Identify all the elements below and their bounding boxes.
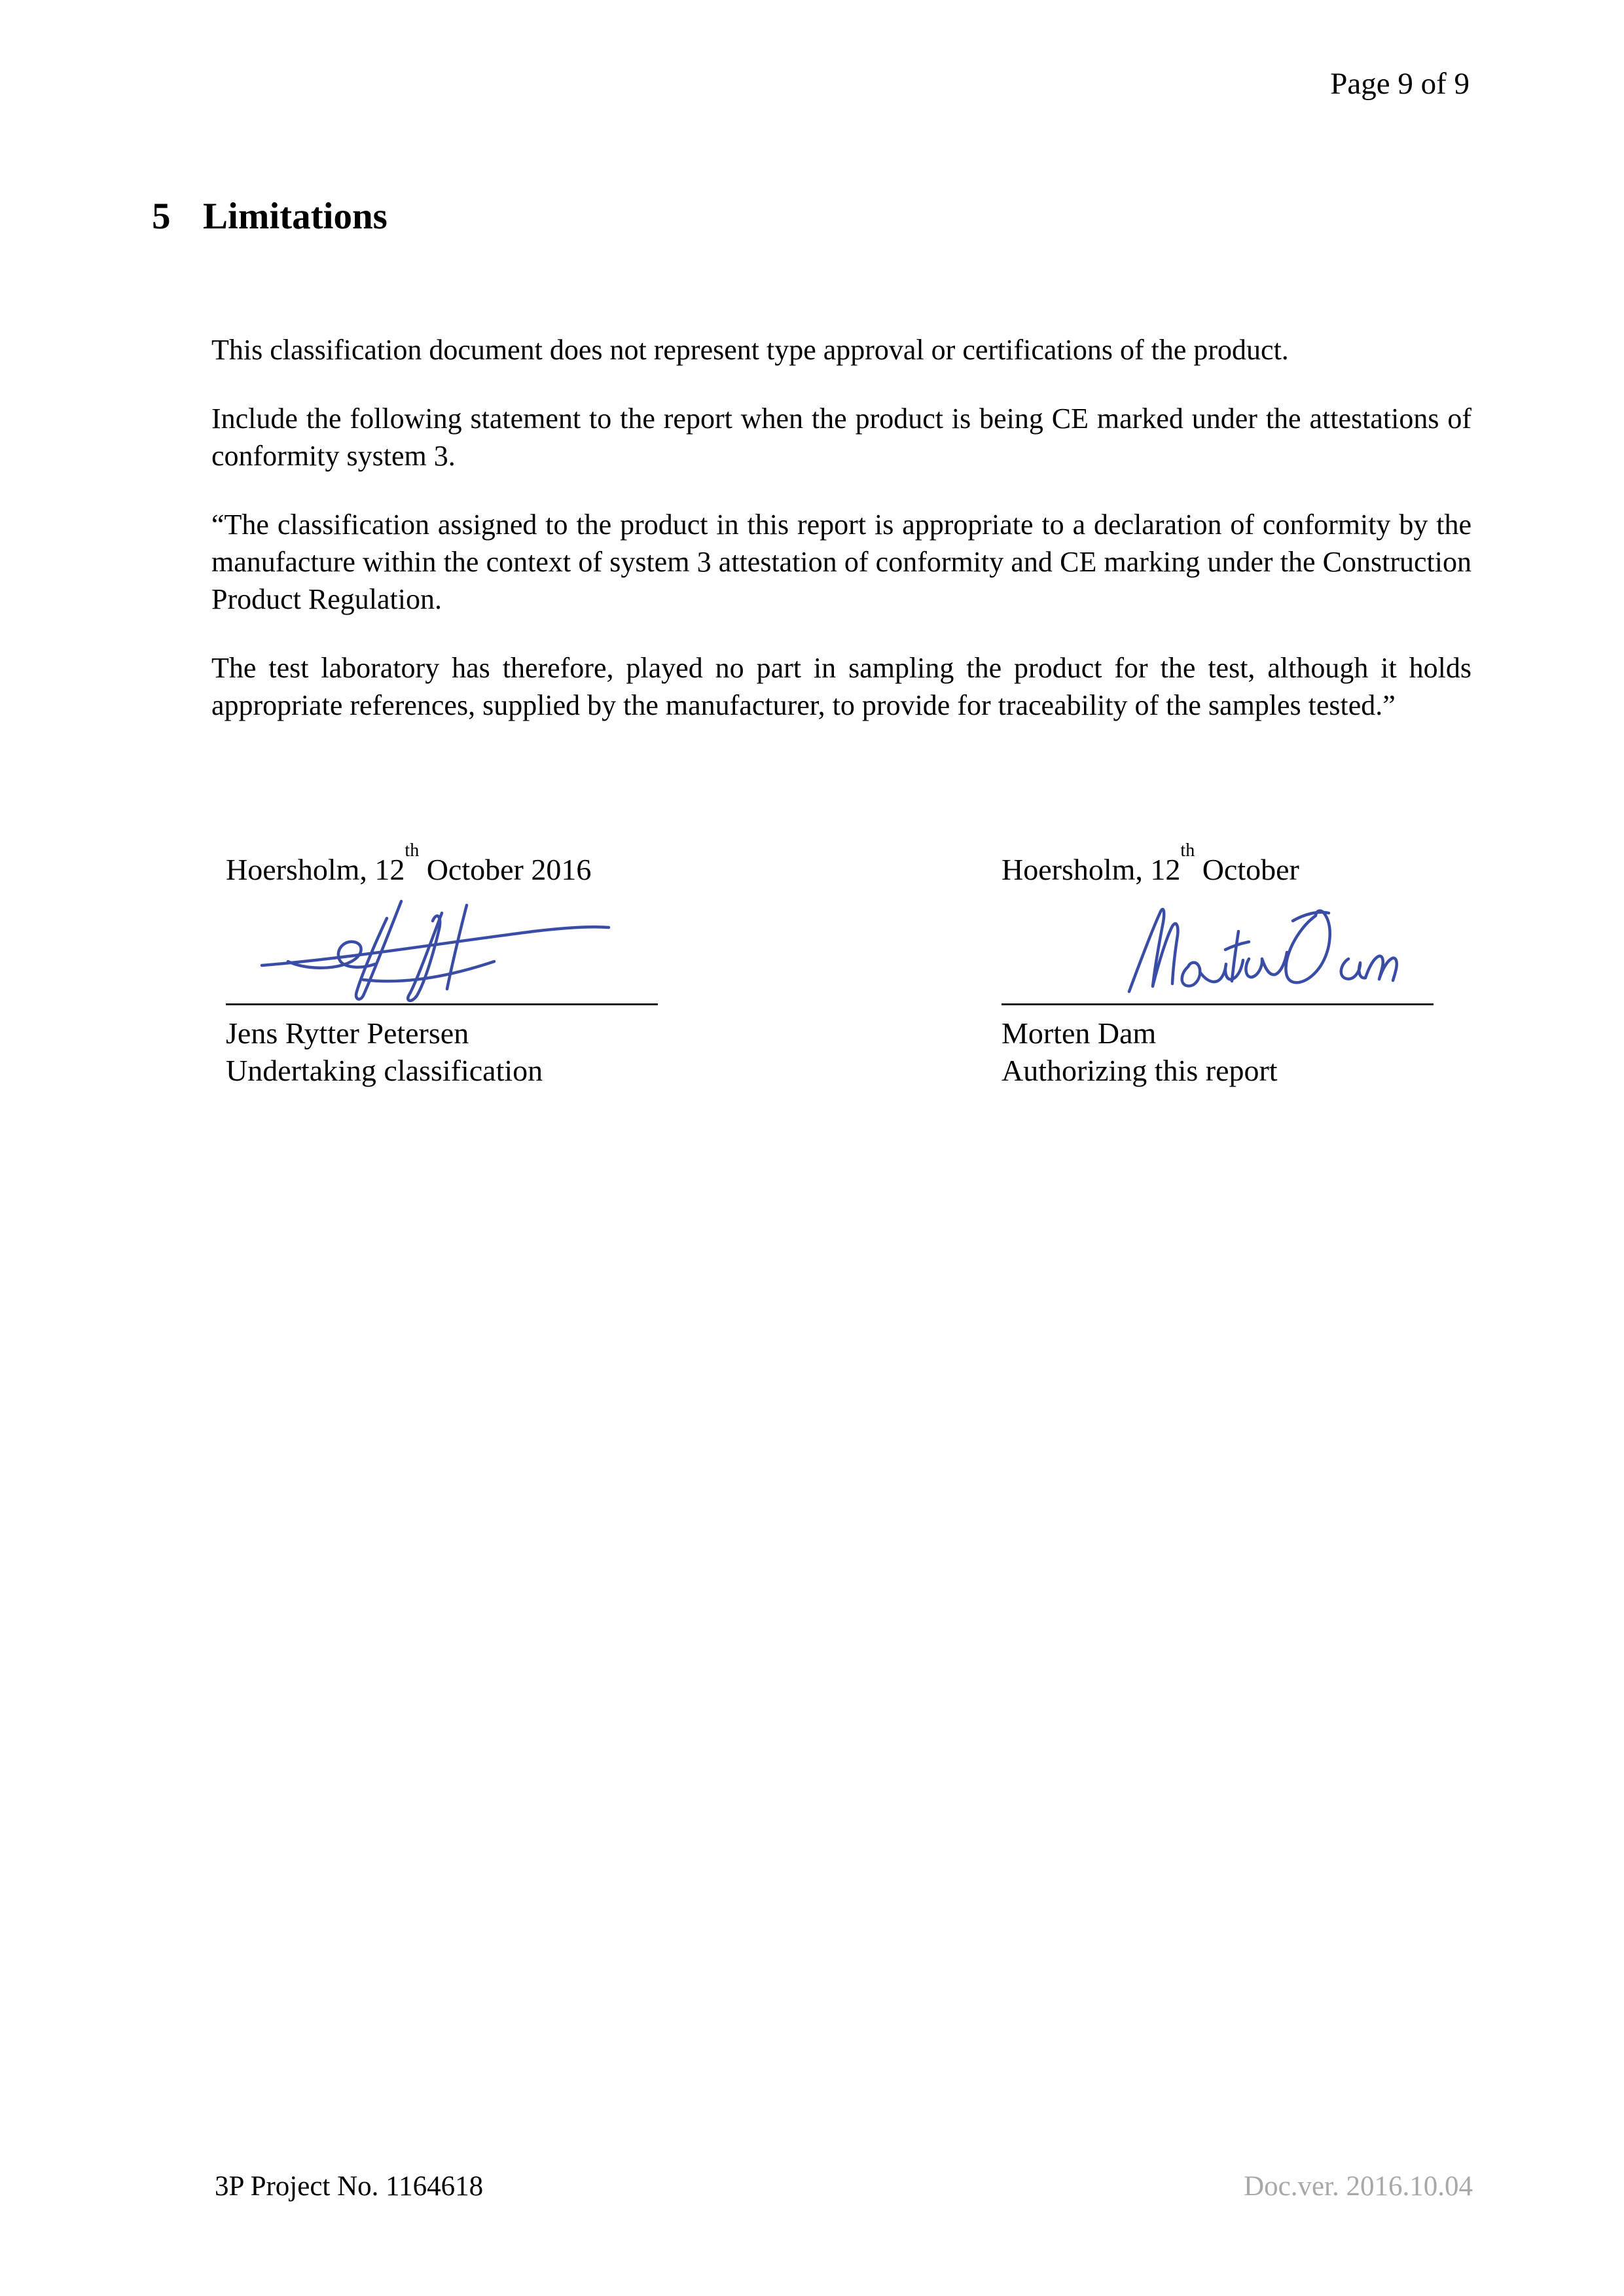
signature-line-left <box>226 888 658 1005</box>
signature-line-right <box>1001 888 1434 1005</box>
signatory-role: Undertaking classification <box>226 1054 543 1087</box>
page-number: Page 9 of 9 <box>1330 67 1470 101</box>
paragraph: The test laboratory has therefore, played no part in sampling the product for the test, although it holds appropriate references, supplied by the manufacturer, to provide for traceability of the samples tested.” <box>211 651 1471 721</box>
section-title: Limitations <box>203 196 388 237</box>
body-text <box>211 331 1471 724</box>
date-ordinal-right: th <box>1180 840 1195 861</box>
signature-block-right <box>1001 840 1434 1089</box>
footer-project-number: 3P Project No. 1164618 <box>215 2171 484 2202</box>
handwritten-signature-icon <box>226 888 658 1003</box>
signatory-name: Morten Dam <box>1001 1016 1157 1050</box>
section-heading <box>0 0 1624 238</box>
signature-month-right: October <box>1195 853 1299 886</box>
date-ordinal-left: th <box>405 840 420 861</box>
signature-place-right: Hoersholm, 12 <box>1001 853 1181 886</box>
paragraph: “The classification assigned to the product in this report is appropriate to a declaration of conformity by the manufacture within the context of system 3 attestation of conformity and CE marking under the Construction Product Regulation. <box>211 508 1471 615</box>
paragraph: This classification document does not represent type approval or certifications of the product. <box>211 333 1289 366</box>
signature-block-left <box>226 840 658 1089</box>
signature-date-left <box>226 840 658 888</box>
paragraph: Include the following statement to the report when the product is being CE marked under the attestations of conformity system 3. <box>211 402 1471 472</box>
signature-place-left: Hoersholm, 12 <box>226 853 405 886</box>
footer-doc-version: Doc.ver. 2016.10.04 <box>1244 2171 1473 2202</box>
signature-month-left: October 2016 <box>419 853 592 886</box>
section-number: 5 <box>152 196 171 237</box>
handwritten-signature-icon <box>1001 888 1434 1003</box>
signatory-role: Authorizing this report <box>1001 1054 1278 1087</box>
signature-section <box>226 840 1434 1089</box>
signatory-name: Jens Rytter Petersen <box>226 1016 469 1050</box>
signature-date-right <box>1001 840 1434 888</box>
